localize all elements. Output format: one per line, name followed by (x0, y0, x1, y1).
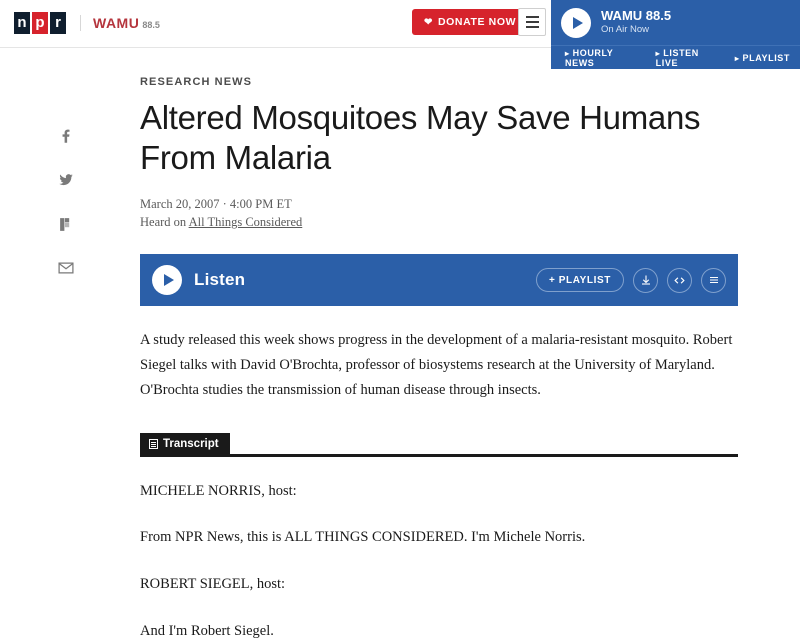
transcript-tab-bar (140, 433, 738, 457)
station-logo[interactable] (80, 15, 160, 31)
article-date: March 20, 2007 · 4:00 PM ET (140, 196, 292, 211)
donate-button-label: DONATE NOW (437, 16, 517, 28)
embed-code-icon[interactable] (667, 268, 692, 293)
article (140, 76, 772, 643)
transcript-paragraph: From NPR News, this is ALL THINGS CONSIDERED. I'm Michele Norris. (140, 529, 586, 546)
transcript-paragraph: ROBERT SIEGEL, host: (140, 576, 286, 593)
station-link-hourly-news[interactable]: ▸ HOURLY NEWS (565, 47, 614, 68)
transcript-body (140, 479, 738, 643)
npr-logo-blocks (14, 12, 68, 34)
station-link-playlist[interactable]: ▸ PLAYLIST (734, 52, 790, 63)
chevron-right-icon: ▸ (565, 48, 570, 58)
heard-on-prefix: Heard on (140, 215, 189, 230)
listen-bar (140, 254, 738, 306)
listen-label: Listen (194, 270, 246, 289)
document-icon (149, 439, 158, 449)
twitter-icon[interactable] (56, 170, 76, 190)
page-body (0, 48, 800, 643)
station-link-listen-live[interactable]: ▸ LISTEN LIVE (655, 47, 699, 68)
chevron-right-icon: ▸ (734, 53, 740, 63)
station-player-subtitle: On Air Now (601, 24, 650, 35)
facebook-icon[interactable] (56, 126, 76, 146)
station-call-sign: WAMU (93, 15, 140, 31)
article-heard-on (140, 213, 738, 232)
donate-now-button[interactable] (412, 9, 528, 35)
site-header (0, 0, 800, 68)
npr-logo-letter-p: p (32, 12, 48, 34)
heard-on-program-link[interactable]: All Things Considered (188, 215, 303, 230)
heart-icon: ❤ (424, 16, 433, 28)
station-player-title: WAMU 88.5 (601, 8, 672, 24)
download-icon[interactable] (633, 268, 658, 293)
station-frequency: 88.5 (142, 20, 160, 30)
play-icon[interactable] (561, 8, 591, 38)
tab-transcript-label: Transcript (163, 437, 219, 450)
add-to-playlist-button[interactable]: + PLAYLIST (536, 268, 624, 292)
npr-logo[interactable] (14, 12, 160, 34)
article-teaser: A study released this week shows progress in the development of a malaria-resistant mosquito. Robert Siegel talks with David O'Brochta, professor of biosystems research at the University of Maryland. O'Brochta studies the transmission of human disease through insects. (140, 332, 733, 398)
flipboard-icon[interactable] (56, 214, 76, 234)
play-icon[interactable] (152, 265, 182, 295)
share-rail (56, 126, 76, 278)
transcript-paragraph: MICHELE NORRIS, host: (140, 482, 297, 499)
chevron-right-icon: ▸ (655, 48, 661, 58)
article-dateline (140, 195, 738, 233)
hamburger-menu-icon[interactable] (518, 8, 546, 36)
tab-transcript[interactable] (140, 433, 230, 454)
npr-logo-letter-n: n (14, 12, 30, 34)
transcript-paragraph: And I'm Robert Siegel. (140, 622, 274, 639)
listen-bar-tools (536, 268, 726, 293)
article-kicker[interactable]: RESEARCH NEWS (140, 76, 253, 88)
transcript-lines-icon[interactable] (701, 268, 726, 293)
email-icon[interactable] (56, 258, 76, 278)
page-title: Altered Mosquitoes May Save Humans From Malaria (140, 99, 701, 177)
station-player-now-playing (551, 0, 800, 45)
npr-logo-letter-r: r (50, 12, 66, 34)
